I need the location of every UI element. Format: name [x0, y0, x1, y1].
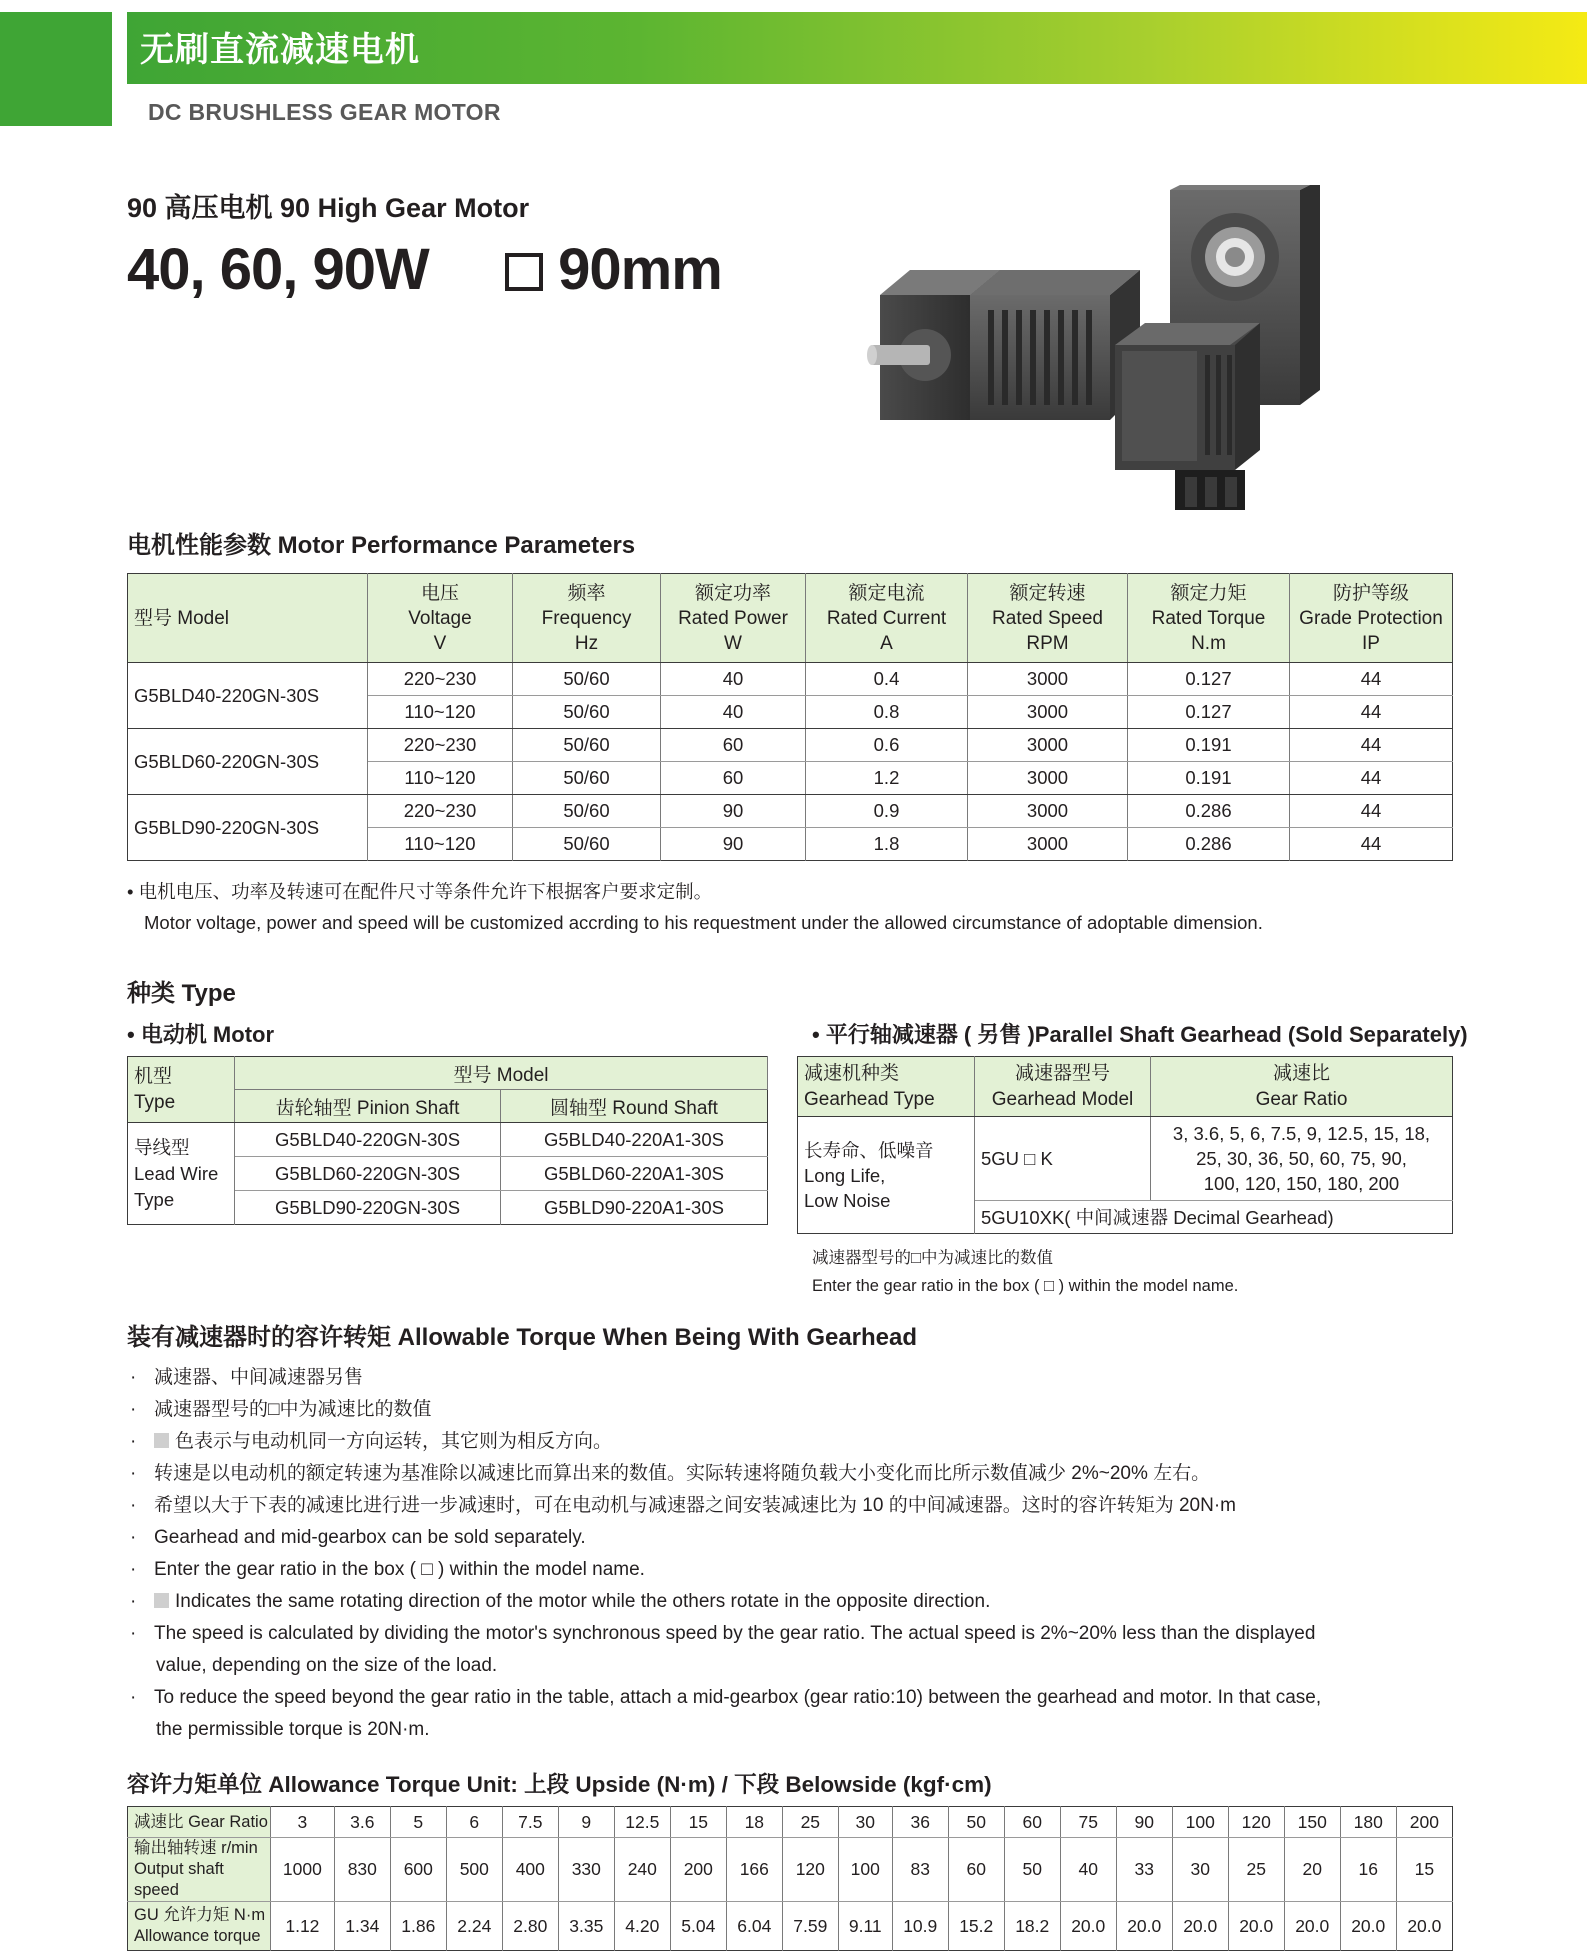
output-speed-cell: 240	[614, 1838, 670, 1902]
gearhead-type-cell: 长寿命、低噪音 Long Life, Low Noise	[798, 1117, 975, 1234]
list-item	[130, 1362, 1321, 1394]
gear-motor-photo	[860, 185, 1460, 555]
allowance-torque-cell: 18.2	[1004, 1902, 1060, 1951]
output-speed-cell: 15	[1396, 1838, 1452, 1902]
gear-ratio-cell: 15	[670, 1807, 726, 1838]
motor-subheading: • 电动机 Motor	[127, 1022, 275, 1047]
table-cell: 60	[661, 729, 806, 762]
table-cell: 44	[1360, 833, 1382, 854]
gearhead-model-cell: 5GU □ K	[975, 1117, 1151, 1201]
table-cell: 0.4	[806, 663, 968, 696]
product-subtitle: 90 高压电机 90 High Gear Motor	[127, 193, 530, 223]
table-cell: 3000	[968, 762, 1128, 795]
output-speed-cell: 400	[502, 1838, 558, 1902]
gearhead-header-row	[798, 1057, 1453, 1117]
square-frame-icon	[505, 253, 543, 291]
model-cell: G5BLD60-220GN-30S	[128, 729, 368, 795]
allowance-torque-cell: 1.34	[334, 1902, 390, 1951]
bullet-dot-icon: ·	[130, 1367, 137, 1388]
gear-ratio-cell: 5	[390, 1807, 446, 1838]
gear-ratio-cell: 120	[1228, 1807, 1284, 1838]
table-cell: 50/60	[513, 795, 661, 828]
table-cell: 1.8	[806, 828, 968, 861]
bullet-dot-icon: ·	[130, 1463, 137, 1484]
table-cell: 0.286	[1128, 795, 1290, 828]
gearhead-subheading: • 平行轴减速器 ( 另售 )Parallel Shaft Gearhead (Sold Separately)	[812, 1022, 1468, 1047]
table-cell: 3000	[968, 696, 1128, 729]
table-cell: 3000	[968, 828, 1128, 861]
power-range-text: 40, 60, 90W	[127, 237, 429, 302]
list-item	[130, 1522, 1321, 1554]
table-cell: 50/60	[513, 762, 661, 795]
output-speed-cell: 166	[726, 1838, 782, 1902]
table-row	[128, 795, 1453, 828]
allowance-torque-cell: 2.80	[502, 1902, 558, 1951]
table-row	[128, 663, 1453, 696]
allowance-torque-cell: 5.04	[670, 1902, 726, 1951]
allowance-torque-cell: 20.0	[1060, 1902, 1116, 1951]
gear-ratio-cell: 6	[446, 1807, 502, 1838]
output-speed-cell: 120	[782, 1838, 838, 1902]
allowance-torque-label: GU 允许力矩 N·m Allowance torque	[128, 1902, 271, 1951]
table-cell: 0.191	[1128, 729, 1290, 762]
header-accent-block	[0, 12, 112, 126]
table-cell: 0.191	[1128, 762, 1290, 795]
table-cell: 90	[661, 828, 806, 861]
motor-type-table	[127, 1056, 768, 1225]
allowance-torque-cell: 20.0	[1284, 1902, 1340, 1951]
table-cell: 44	[1290, 729, 1453, 762]
list-item	[130, 1618, 1321, 1650]
bullet-dot-icon: ·	[130, 1495, 137, 1516]
allowance-torque-cell: 20.0	[1116, 1902, 1172, 1951]
output-speed-cell: 40	[1060, 1838, 1116, 1902]
bullet-text: The speed is calculated by dividing the motor's synchronous speed by the gear ratio. The actual speed is 2%~20% less than the displayed	[154, 1623, 1316, 1644]
allowance-torque-cell: 20.0	[1340, 1902, 1396, 1951]
bullet-dot-icon: ·	[130, 1559, 137, 1580]
gear-ratio-cell: 3	[271, 1807, 335, 1838]
bullet-dot-icon: ·	[130, 1591, 137, 1612]
col-gearhead-type: 减速机种类 Gearhead Type	[798, 1057, 975, 1117]
table-cell: 0.127	[1128, 696, 1290, 729]
pinion-model: G5BLD60-220GN-30S	[235, 1157, 501, 1191]
allowance-torque-cell: 7.59	[782, 1902, 838, 1951]
bullet-text: 减速器型号的□中为减速比的数值	[154, 1399, 432, 1420]
bullet-continuation: value, depending on the size of the load.	[156, 1655, 498, 1676]
allowable-bullet-list	[130, 1362, 1321, 1746]
table-cell: 50/60	[513, 663, 661, 696]
gearhead-note-cn: 减速器型号的□中为减速比的数值	[812, 1249, 1053, 1267]
performance-note	[127, 877, 1263, 938]
performance-note-en: Motor voltage, power and speed will be customized accrding to his requestment under the allowed circumstance of adoptable dimension.	[144, 912, 1263, 933]
gear-ratio-cell: 9	[558, 1807, 614, 1838]
product-power-range	[127, 236, 722, 303]
table-cell: 1.2	[806, 762, 968, 795]
table-cell: 44	[1290, 663, 1453, 696]
bullet-text: Enter the gear ratio in the box ( □ ) within the model name.	[154, 1559, 645, 1580]
table-cell: 50/60	[513, 696, 661, 729]
table-row	[128, 729, 1453, 762]
col-pinion-shaft: 齿轮轴型 Pinion Shaft	[235, 1090, 501, 1123]
output-speed-cell: 830	[334, 1838, 390, 1902]
table-cell: 44	[1290, 795, 1453, 828]
table-cell: 0.8	[806, 696, 968, 729]
output-speed-row	[128, 1838, 1453, 1902]
gear-ratio-cell: 60	[1004, 1807, 1060, 1838]
allowance-torque-cell: 10.9	[892, 1902, 948, 1951]
pinion-model: G5BLD90-220GN-30S	[235, 1191, 501, 1225]
gear-ratio-cell: 3.6	[334, 1807, 390, 1838]
gear-ratio-cell: 3, 3.6, 5, 6, 7.5, 9, 12.5, 15, 18, 25, 30, 36, 50, 60, 75, 90, 100, 120, 150, 180, 200	[1151, 1117, 1453, 1201]
round-model: G5BLD90-220A1-30S	[544, 1196, 724, 1218]
col-rated-power: 额定功率 Rated Power W	[661, 574, 806, 663]
table-row	[128, 1123, 768, 1157]
allowance-torque-cell: 2.24	[446, 1902, 502, 1951]
table-cell: 110~120	[368, 696, 513, 729]
gear-ratio-row	[128, 1807, 1453, 1838]
col-gear-ratio: 减速比 Gear Ratio	[1151, 1057, 1453, 1117]
torque-table	[127, 1806, 1453, 1951]
allowance-torque-cell: 15.2	[948, 1902, 1004, 1951]
gear-ratio-cell: 30	[838, 1807, 892, 1838]
bullet-text: 色表示与电动机同一方向运转，其它则为相反方向。	[175, 1431, 613, 1452]
output-speed-cell: 50	[1004, 1838, 1060, 1902]
output-speed-cell: 330	[558, 1838, 614, 1902]
list-item	[130, 1394, 1321, 1426]
col-rated-speed: 额定转速 Rated Speed RPM	[968, 574, 1128, 663]
table-cell: 3000	[968, 729, 1128, 762]
col-voltage: 电压 Voltage V	[368, 574, 513, 663]
bullet-continuation: the permissible torque is 20N·m.	[156, 1719, 430, 1740]
table-cell: 0.9	[806, 795, 968, 828]
gearhead-note	[812, 1244, 1238, 1300]
gearhead-table	[797, 1056, 1453, 1234]
table-cell: 220~230	[368, 729, 513, 762]
allowance-torque-cell: 20.0	[1407, 1915, 1442, 1936]
list-item	[130, 1458, 1321, 1490]
gear-ratio-cell: 18	[726, 1807, 782, 1838]
bullet-dot-icon: ·	[130, 1687, 137, 1708]
output-speed-cell: 1000	[271, 1838, 335, 1902]
table-cell: 50/60	[513, 729, 661, 762]
gear-ratio-label: 减速比 Gear Ratio	[128, 1807, 271, 1838]
allowance-torque-cell: 6.04	[726, 1902, 782, 1951]
allowance-torque-cell: 9.11	[838, 1902, 892, 1951]
gear-ratio-cell: 180	[1340, 1807, 1396, 1838]
list-item	[130, 1586, 1321, 1618]
performance-table	[127, 573, 1453, 861]
table-cell: 3000	[968, 795, 1128, 828]
performance-note-cn: • 电机电压、功率及转速可在配件尺寸等条件允许下根据客户要求定制。	[127, 881, 713, 902]
table-cell: 40	[661, 696, 806, 729]
table-cell: 0.6	[806, 729, 968, 762]
model-cell: G5BLD40-220GN-30S	[128, 663, 368, 729]
output-speed-cell: 500	[446, 1838, 502, 1902]
page-title-en: DC BRUSHLESS GEAR MOTOR	[148, 99, 501, 125]
bullet-dot-icon: ·	[130, 1399, 137, 1420]
round-model: G5BLD60-220A1-30S	[501, 1157, 768, 1191]
grey-legend-swatch-icon	[154, 1433, 169, 1448]
table-cell: 40	[661, 663, 806, 696]
table-cell: 44	[1290, 762, 1453, 795]
output-speed-cell: 60	[948, 1838, 1004, 1902]
list-item	[130, 1554, 1321, 1586]
round-model: G5BLD40-220A1-30S	[501, 1123, 768, 1157]
frame-size-text: 90mm	[558, 237, 722, 302]
performance-heading: 电机性能参数 Motor Performance Parameters	[127, 532, 636, 559]
col-frequency: 频率 Frequency Hz	[513, 574, 661, 663]
torque-table-heading: 容许力矩单位 Allowance Torque Unit: 上段 Upside (N·m) / 下段 Belowside (kgf·cm)	[127, 1772, 992, 1797]
col-grade-protection: 防护等级 Grade Protection IP	[1290, 574, 1453, 663]
output-speed-cell: 83	[892, 1838, 948, 1902]
allowance-torque-row	[128, 1902, 1453, 1951]
table-cell: 60	[661, 762, 806, 795]
table-cell: 110~120	[368, 762, 513, 795]
output-speed-cell: 100	[838, 1838, 892, 1902]
col-type: 机型 Type	[128, 1057, 235, 1123]
gear-ratio-cell: 200	[1396, 1807, 1452, 1838]
output-speed-label: 输出轴转速 r/min Output shaft speed	[128, 1838, 271, 1902]
col-gearhead-model: 减速器型号 Gearhead Model	[975, 1057, 1151, 1117]
model-cell: G5BLD90-220GN-30S	[128, 795, 368, 861]
table-cell: 0.127	[1128, 663, 1290, 696]
bullet-text: 希望以大于下表的减速比进行进一步减速时，可在电动机与减速器之间安装减速比为 10 的中间减速器。这时的容许转矩为 20N·m	[154, 1495, 1236, 1516]
list-item	[130, 1682, 1321, 1714]
output-speed-cell: 30	[1172, 1838, 1228, 1902]
gear-ratio-cell: 100	[1172, 1807, 1228, 1838]
col-model-group: 型号 Model	[235, 1057, 768, 1090]
bullet-dot-icon: ·	[130, 1527, 137, 1548]
bullet-dot-icon: ·	[130, 1431, 137, 1452]
bullet-text: To reduce the speed beyond the gear ratio in the table, attach a mid-gearbox (gear ratio:10) between the gearhead and motor. In that case,	[154, 1687, 1322, 1708]
gear-ratio-cell: 150	[1284, 1807, 1340, 1838]
bullet-text: Gearhead and mid-gearbox can be sold separately.	[154, 1527, 586, 1548]
table-cell: 110~120	[368, 828, 513, 861]
allowance-torque-cell: 3.35	[558, 1902, 614, 1951]
table-cell: 220~230	[368, 795, 513, 828]
gear-ratio-cell: 12.5	[614, 1807, 670, 1838]
table-cell: 220~230	[368, 663, 513, 696]
table-cell: 50/60	[513, 828, 661, 861]
col-round-shaft: 圆轴型 Round Shaft	[501, 1090, 768, 1123]
table-cell: 0.286	[1128, 828, 1290, 861]
type-heading: 种类 Type	[127, 980, 236, 1007]
bullet-text: Indicates the same rotating direction of the motor while the others rotate in the opposite direction.	[175, 1591, 991, 1612]
list-item	[130, 1490, 1321, 1522]
gear-ratio-cell: 90	[1116, 1807, 1172, 1838]
decimal-gearhead-cell: 5GU10XK( 中间减速器 Decimal Gearhead)	[981, 1206, 1334, 1228]
gear-ratio-cell: 75	[1060, 1807, 1116, 1838]
page-title-cn: 无刷直流减速电机	[140, 31, 420, 69]
bullet-dot-icon: ·	[130, 1623, 137, 1644]
bullet-text: 转速是以电动机的额定转速为基准除以减速比而算出来的数值。实际转速将随负载大小变化而比所示数值减少 2%~20% 左右。	[154, 1463, 1211, 1484]
table-cell: 3000	[968, 663, 1128, 696]
bullet-text: 减速器、中间减速器另售	[154, 1367, 364, 1388]
allowance-torque-cell: 20.0	[1228, 1902, 1284, 1951]
table-cell: 90	[661, 795, 806, 828]
allowance-torque-cell: 20.0	[1172, 1902, 1228, 1951]
table-row	[798, 1117, 1453, 1201]
allowance-torque-cell: 1.12	[271, 1902, 335, 1951]
gearhead-note-en: Enter the gear ratio in the box ( □ ) within the model name.	[812, 1277, 1239, 1295]
grey-legend-swatch-icon	[154, 1593, 169, 1608]
output-speed-cell: 25	[1228, 1838, 1284, 1902]
allowance-torque-cell: 1.86	[390, 1902, 446, 1951]
gear-ratio-cell: 50	[948, 1807, 1004, 1838]
output-speed-cell: 33	[1116, 1838, 1172, 1902]
table-cell: 44	[1290, 696, 1453, 729]
gear-ratio-cell: 25	[782, 1807, 838, 1838]
allowance-torque-cell: 4.20	[614, 1902, 670, 1951]
allowable-heading: 装有减速器时的容许转矩 Allowable Torque When Being With Gearhead	[127, 1324, 918, 1351]
lead-wire-type-label: 导线型 Lead Wire Type	[128, 1123, 235, 1225]
output-speed-cell: 600	[390, 1838, 446, 1902]
gear-ratio-cell: 36	[892, 1807, 948, 1838]
motor-type-header-row	[128, 1057, 768, 1090]
gear-ratio-cell: 7.5	[502, 1807, 558, 1838]
col-model: 型号 Model	[128, 574, 368, 663]
col-rated-current: 额定电流 Rated Current A	[806, 574, 968, 663]
performance-header-row	[128, 574, 1453, 663]
output-speed-cell: 16	[1340, 1838, 1396, 1902]
pinion-model: G5BLD40-220GN-30S	[235, 1123, 501, 1157]
list-item	[130, 1426, 1321, 1458]
output-speed-cell: 200	[670, 1838, 726, 1902]
output-speed-cell: 20	[1284, 1838, 1340, 1902]
col-rated-torque: 额定力矩 Rated Torque N.m	[1128, 574, 1290, 663]
